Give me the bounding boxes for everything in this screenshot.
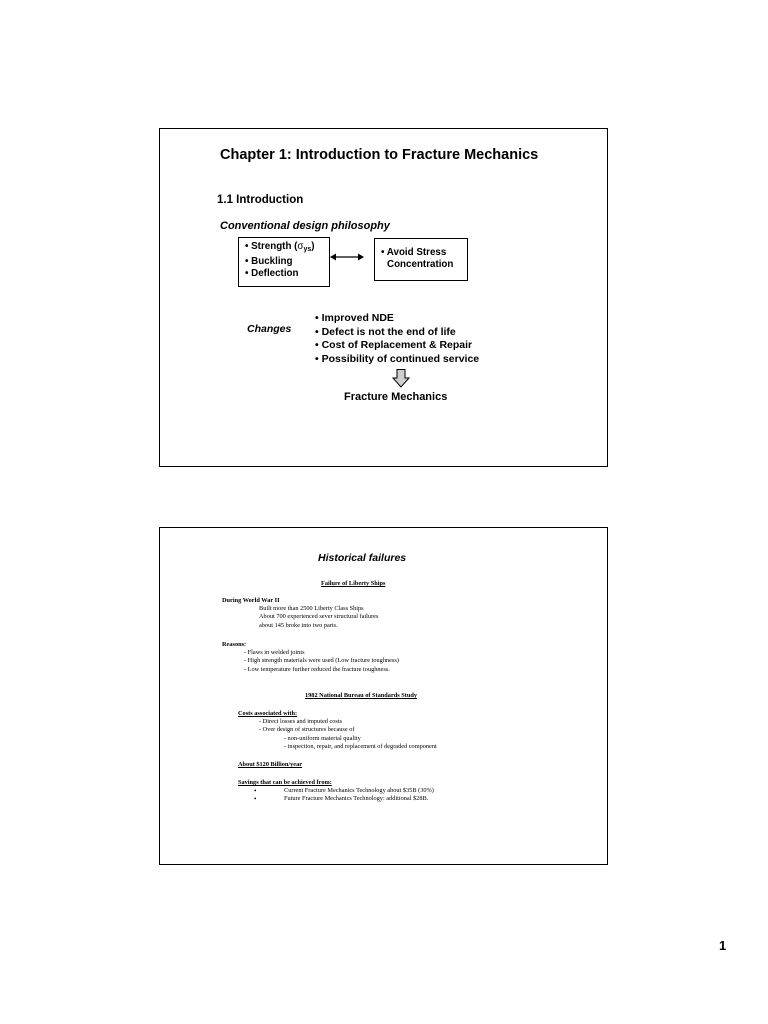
design-criteria-box xyxy=(238,237,330,287)
list-item: - inspection, repair, and replacement of degraded component xyxy=(284,743,437,751)
slide-title: Historical failures xyxy=(318,552,407,564)
annual-cost: About $120 Billion/year xyxy=(238,761,303,768)
costs-sublist xyxy=(284,735,437,752)
sigma-symbol: σ xyxy=(297,241,304,252)
changes-list xyxy=(315,312,479,367)
deflection-item: • Deflection xyxy=(245,268,299,279)
list-item: About 700 experienced sever structural failures xyxy=(259,613,379,621)
list-item: - non-uniform material quality xyxy=(284,735,361,742)
slide-2 xyxy=(159,527,608,865)
avoid-stress-line: • Avoid Stress xyxy=(381,247,447,258)
subscript-ys: ys xyxy=(303,246,312,253)
fracture-mechanics-label: Fracture Mechanics xyxy=(344,391,448,403)
strength-item xyxy=(245,241,329,256)
list-item: about 145 broke into two parts. xyxy=(259,621,338,629)
strength-label: • Strength ( xyxy=(245,241,298,252)
page-number: 1 xyxy=(719,938,727,953)
costs-label: Costs associated with: xyxy=(238,710,298,717)
list-item: • Improved NDE xyxy=(315,312,394,324)
section-heading: 1.1 Introduction xyxy=(217,194,304,206)
list-item: • Defect is not the end of life xyxy=(315,325,456,338)
list-item: • Cost of Replacement & Repair xyxy=(315,339,473,352)
reasons-list xyxy=(244,649,399,674)
list-item: - Flaws in welded joints xyxy=(244,649,305,656)
costs-list xyxy=(259,718,354,735)
double-arrow-icon xyxy=(330,252,364,262)
list-item: • Possibility of continued service xyxy=(315,353,480,366)
savings-list xyxy=(254,787,434,804)
list-item: - Over design of structures because of xyxy=(259,726,355,734)
strength-suffix: ) xyxy=(311,241,315,252)
list-item: • Current Fracture Mechanics Technology about $35B (30%) xyxy=(254,787,434,795)
world-war-label: During World War II xyxy=(222,597,280,604)
changes-label: Changes xyxy=(247,323,292,335)
list-item: Built more than 2500 Liberty Class Ships xyxy=(259,605,364,612)
slide-1 xyxy=(159,128,608,467)
list-item: - Direct losses and imputed costs xyxy=(259,718,343,725)
nbs-study-heading: 1982 National Bureau of Standards Study xyxy=(305,692,418,699)
list-item: - High strength materials were used (Low fracture toughness) xyxy=(244,657,399,665)
liberty-ships-heading: Failure of Liberty Ships xyxy=(321,580,386,587)
list-item: • Future Fracture Mechanics Technology: additional $28B. xyxy=(254,795,434,803)
down-arrow-icon xyxy=(392,369,410,388)
list-item: - Low temperature further reduced the fracture toughness. xyxy=(244,665,390,673)
liberty-ships-list xyxy=(259,605,378,630)
subheading: Conventional design philosophy xyxy=(220,220,390,232)
slide-title: Chapter 1: Introduction to Fracture Mechanics xyxy=(220,147,539,163)
stress-concentration-box xyxy=(374,238,468,281)
concentration-line: Concentration xyxy=(387,259,454,270)
reasons-label: Reasons: xyxy=(222,641,247,648)
buckling-item: • Buckling xyxy=(245,256,293,267)
savings-label: Savings that can be achieved from: xyxy=(238,779,332,786)
